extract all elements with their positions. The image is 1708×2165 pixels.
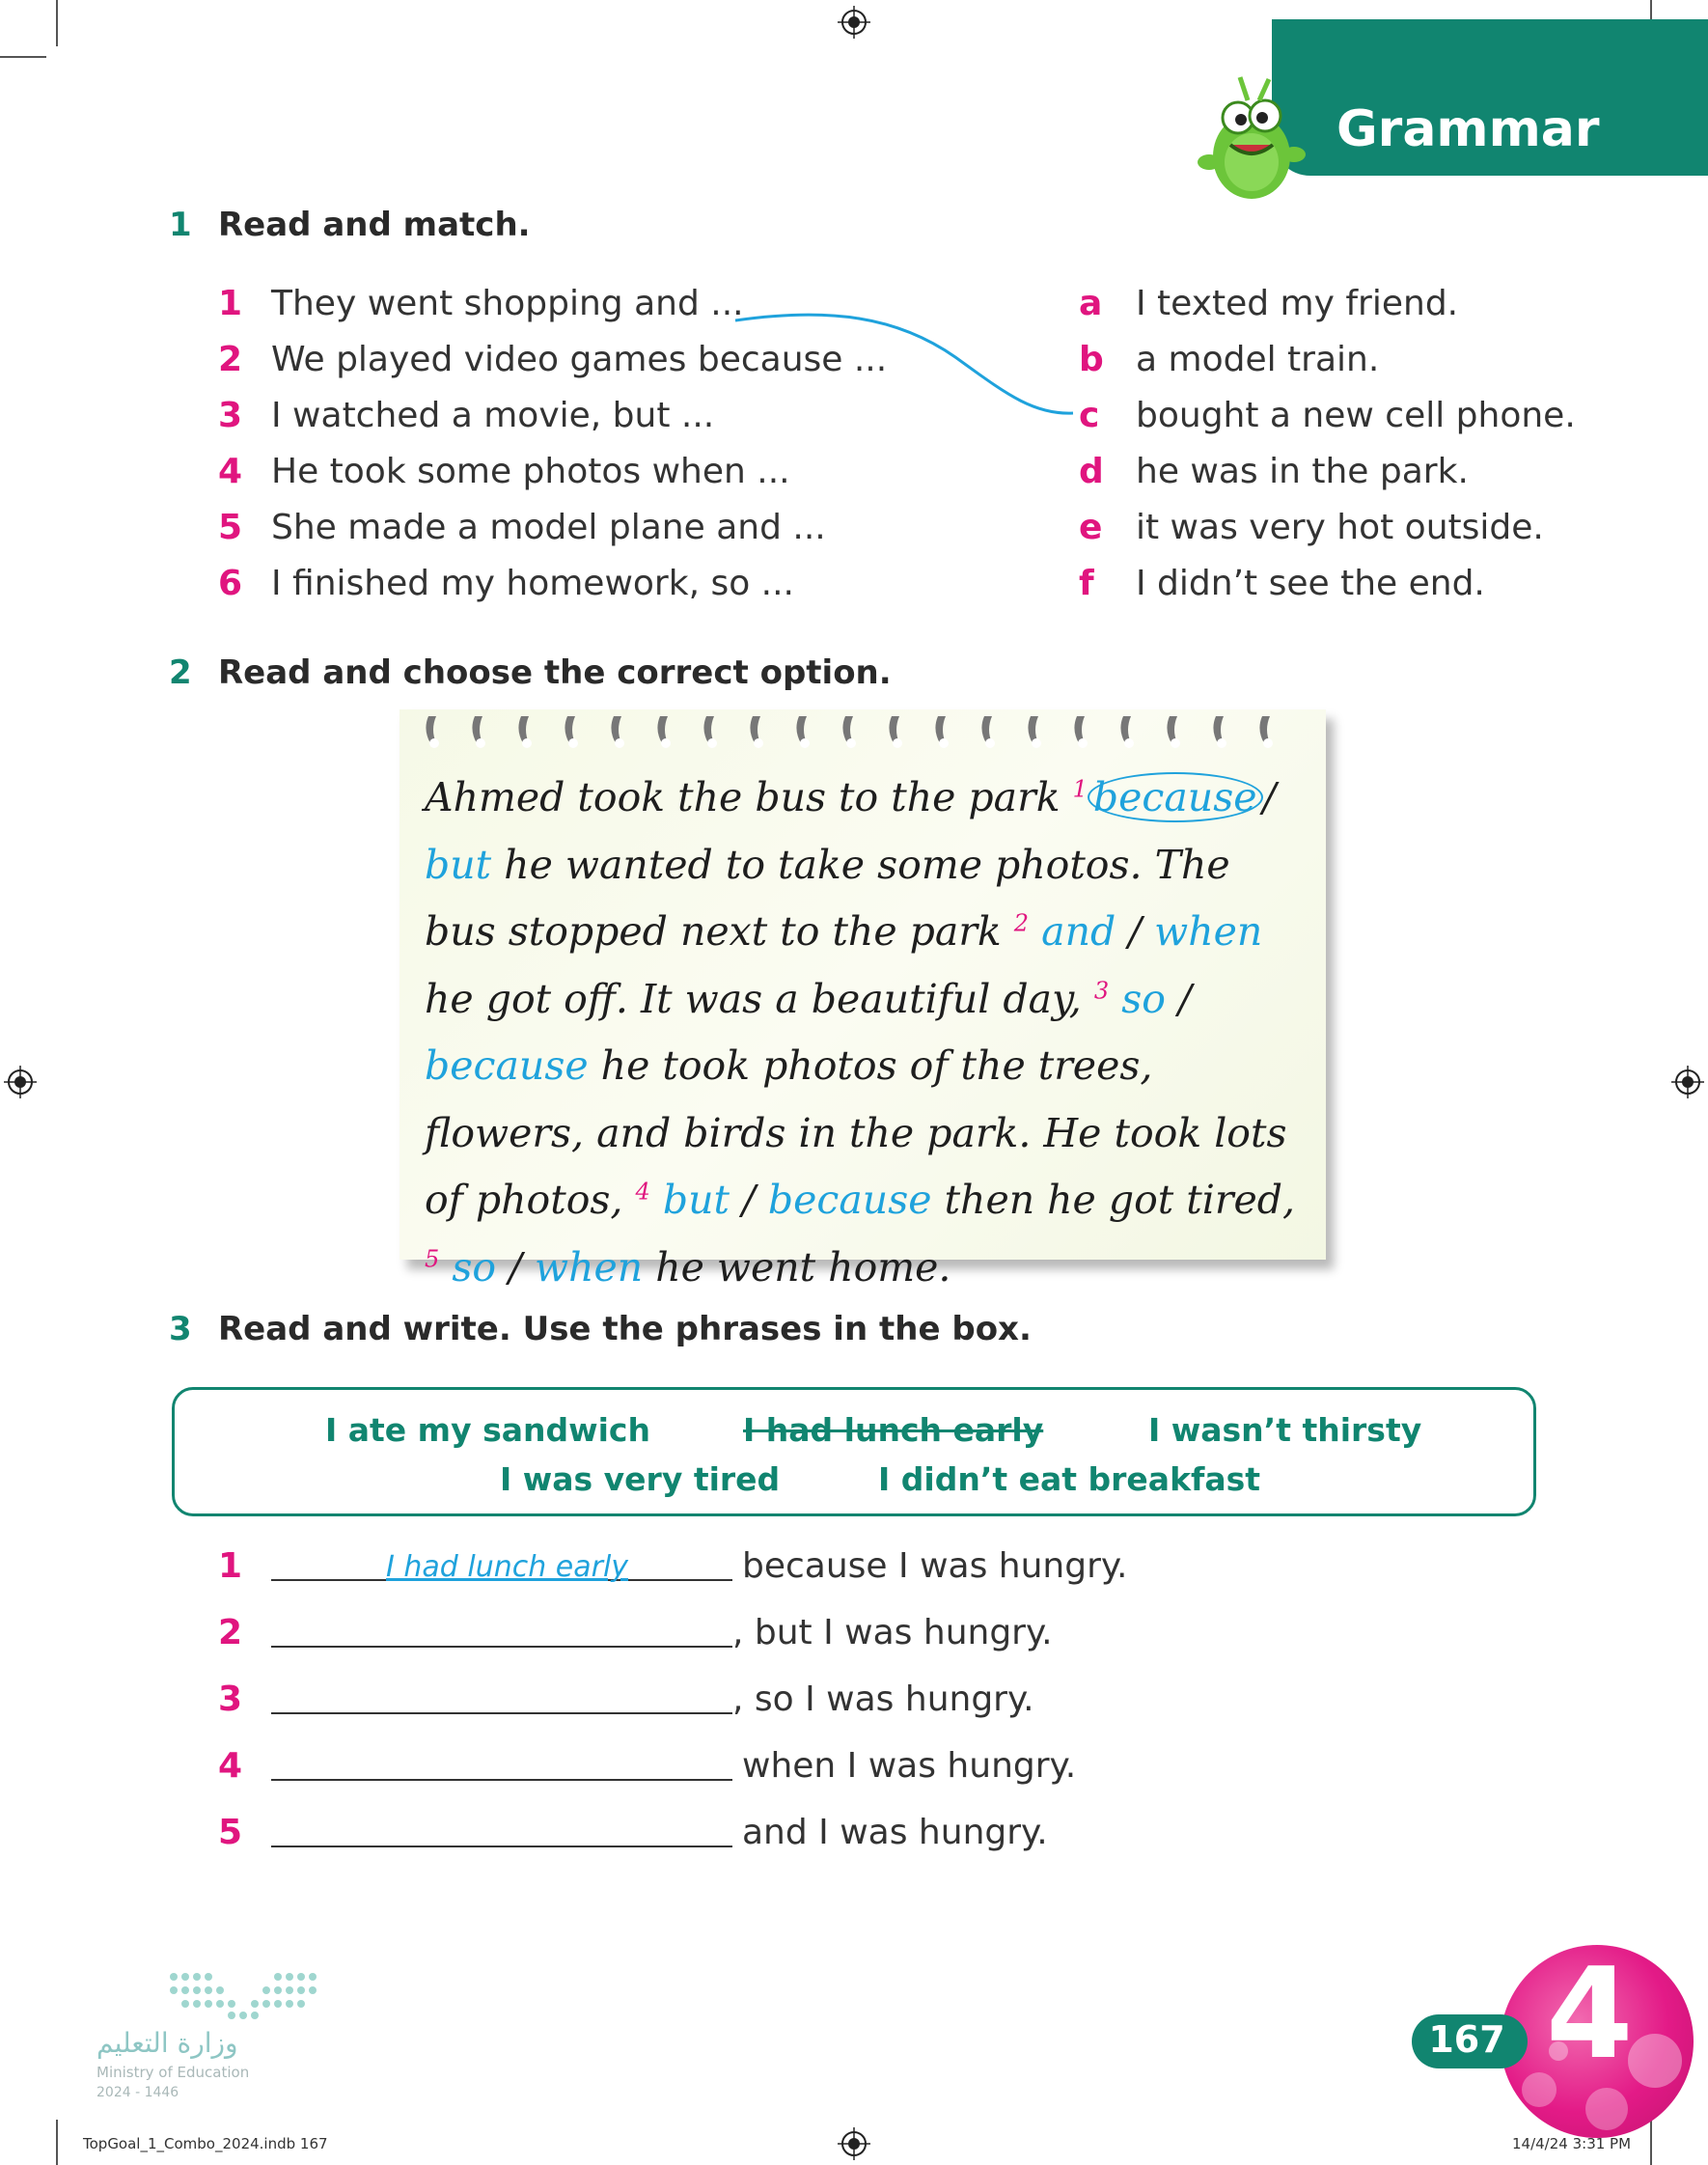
print-date: 14/4/24 3:31 PM: [1512, 2135, 1632, 2152]
match-right-item: he was in the park.: [1136, 452, 1469, 491]
phrase-chip: I was very tired: [500, 1460, 781, 1498]
item-letter: b: [1079, 340, 1104, 379]
spiral-binding-icon: [415, 705, 1322, 753]
phrase-box: [172, 1387, 1536, 1516]
option-so[interactable]: so: [452, 1243, 497, 1291]
option-number: 3: [1093, 976, 1110, 1004]
option-because[interactable]: because: [425, 1042, 589, 1089]
option-because[interactable]: because: [767, 1177, 932, 1223]
item-letter: a: [1079, 284, 1103, 323]
match-right-item: it was very hot outside.: [1136, 508, 1544, 547]
phrase-chip: I didn’t eat breakfast: [878, 1460, 1261, 1498]
item-number: 5: [218, 508, 243, 547]
crop-mark: [56, 2120, 58, 2165]
option-number: 1: [1072, 775, 1088, 803]
ministry-logo-icon: [166, 1969, 320, 2023]
phrase-chip-used: I had lunch early: [743, 1411, 1044, 1449]
sentence-ending: and I was hungry.: [742, 1813, 1048, 1852]
page-number: 167: [1428, 2018, 1505, 2061]
sentence-ending: when I was hungry.: [742, 1746, 1077, 1786]
option-when[interactable]: when: [534, 1243, 644, 1291]
phrase-chip: I wasn’t thirsty: [1148, 1411, 1422, 1449]
item-number: 1: [218, 284, 243, 323]
match-left-item: They went shopping and ...: [271, 284, 744, 323]
answer-line[interactable]: [271, 1646, 732, 1648]
sentence-ending: because I was hungry.: [742, 1546, 1128, 1586]
story-paragraph: Ahmed took the bus to the park $^1$ because / but he wanted to take some photos. The bus stopped next to the park $^2$ and / when he got off. It was a beautiful day, $^3$ so / because he took photos of the trees, flowers, and birds in the park. He took lots of photos, $^4$ but / because then he got tired, $^5$ so / when he went home.: [425, 774, 1296, 1291]
match-right-item: a model train.: [1136, 340, 1380, 379]
match-left-item: We played video games because ...: [271, 340, 888, 379]
option-and[interactable]: and: [1041, 908, 1116, 955]
match-connector-line: [714, 299, 1081, 425]
section-number: 1: [169, 206, 192, 244]
match-left-item: I finished my homework, so ...: [271, 564, 795, 603]
item-number: 3: [218, 1679, 243, 1719]
registration-mark-icon: [838, 2127, 870, 2160]
sentence-ending: , but I was hungry.: [732, 1613, 1053, 1652]
section-number: 2: [169, 653, 192, 692]
item-number: 1: [218, 1546, 243, 1586]
unit-number: 4: [1546, 1940, 1634, 2087]
item-number: 5: [218, 1813, 243, 1852]
option-but[interactable]: but: [662, 1177, 730, 1223]
section-title: Read and choose the correct option.: [218, 653, 892, 692]
option-number: 5: [425, 1244, 440, 1272]
item-number: 2: [218, 1613, 243, 1652]
green-monster-mascot-icon: [1192, 69, 1308, 205]
page-title: Grammar: [1336, 100, 1600, 158]
option-when[interactable]: when: [1154, 908, 1263, 955]
option-because-selected[interactable]: because: [1088, 772, 1263, 822]
registration-mark-icon: [1671, 1066, 1704, 1098]
item-number: 4: [218, 452, 243, 491]
sentence-ending: , so I was hungry.: [732, 1679, 1034, 1719]
option-number: 4: [635, 1178, 650, 1206]
item-letter: e: [1079, 508, 1103, 547]
answer-line[interactable]: [271, 1779, 732, 1781]
crop-mark: [0, 56, 46, 58]
ministry-name-arabic: وزارة التعليم: [96, 2027, 238, 2059]
option-number: 2: [1013, 909, 1030, 937]
option-but[interactable]: but: [425, 841, 492, 888]
ministry-year: 2024 - 1446: [96, 2085, 179, 2100]
item-letter: f: [1079, 564, 1094, 603]
registration-mark-icon: [838, 6, 870, 39]
match-right-item: I didn’t see the end.: [1136, 564, 1485, 603]
registration-mark-icon: [4, 1066, 37, 1098]
item-number: 6: [218, 564, 243, 603]
option-so[interactable]: so: [1121, 975, 1166, 1022]
file-info: TopGoal_1_Combo_2024.indb 167: [83, 2135, 328, 2152]
section-title: Read and write. Use the phrases in the box.: [218, 1310, 1032, 1348]
match-left-item: I watched a movie, but ...: [271, 396, 715, 435]
crop-mark: [56, 0, 58, 46]
ministry-name-english: Ministry of Education: [96, 2064, 250, 2081]
answer-line[interactable]: [271, 1846, 732, 1847]
answer-line[interactable]: [271, 1712, 732, 1714]
section-title: Read and match.: [218, 206, 531, 244]
match-right-item: bought a new cell phone.: [1136, 396, 1576, 435]
item-letter: d: [1079, 452, 1104, 491]
phrase-chip: I ate my sandwich: [325, 1411, 650, 1449]
match-left-item: She made a model plane and ...: [271, 508, 826, 547]
section-number: 3: [169, 1310, 192, 1348]
item-number: 3: [218, 396, 243, 435]
item-letter: c: [1079, 396, 1100, 435]
item-number: 4: [218, 1746, 243, 1786]
match-left-item: He took some photos when ...: [271, 452, 790, 491]
answer-text[interactable]: I had lunch early: [386, 1550, 629, 1584]
item-number: 2: [218, 340, 243, 379]
match-right-item: I texted my friend.: [1136, 284, 1459, 323]
